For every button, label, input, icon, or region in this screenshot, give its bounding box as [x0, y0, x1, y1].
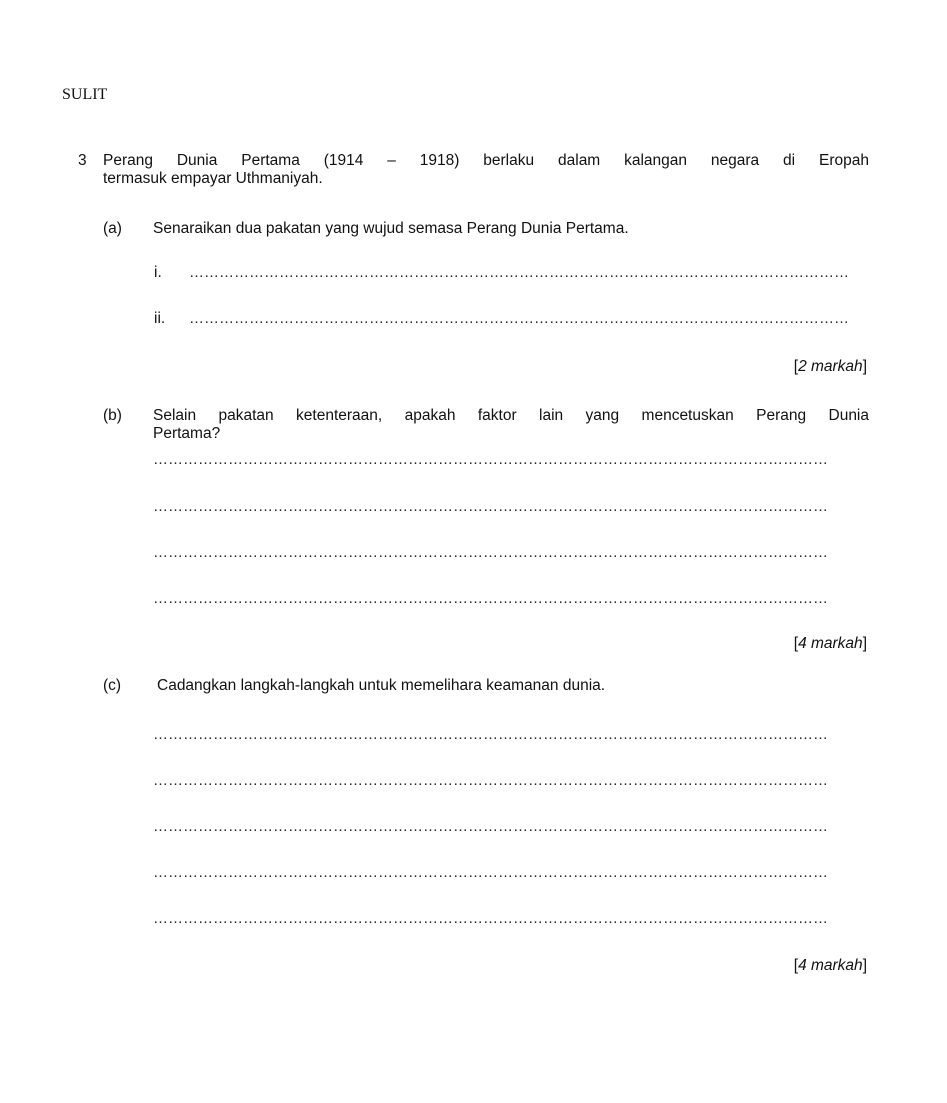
answer-line-c3[interactable]: ………………………………………………………………………………………………………………………	[153, 818, 828, 835]
answer-line-c1[interactable]: ………………………………………………………………………………………………………………………	[153, 726, 828, 743]
part-b-marks: [4 markah]	[793, 635, 867, 652]
header-label: SULIT	[62, 86, 108, 103]
part-b-text-line1: Selain pakatan ketenteraan, apakah faktor lain yang mencetuskan Perang Dunia	[153, 407, 869, 424]
part-b-text-line2: Pertama?	[153, 425, 221, 442]
part-a-marks-value: 2 markah	[798, 358, 863, 375]
part-a-label: (a)	[103, 220, 122, 237]
part-b-marks-value: 4 markah	[798, 635, 863, 652]
part-a-text: Senaraikan dua pakatan yang wujud semasa Perang Dunia Pertama.	[153, 220, 629, 237]
part-a-item-ii-label: ii.	[154, 310, 166, 327]
part-b-label: (b)	[103, 407, 122, 424]
answer-line-b3[interactable]: ………………………………………………………………………………………………………………………	[153, 544, 828, 561]
part-a-marks: [2 markah]	[793, 358, 867, 375]
answer-line-c4[interactable]: ………………………………………………………………………………………………………………………	[153, 864, 828, 881]
part-c-text: Cadangkan langkah-langkah untuk memelihara keamanan dunia.	[157, 677, 606, 694]
answer-line-c2[interactable]: ………………………………………………………………………………………………………………………	[153, 772, 828, 789]
answer-line-a2[interactable]: ……………………………………………………………………………………………………………………	[189, 310, 849, 327]
answer-line-b4[interactable]: ………………………………………………………………………………………………………………………	[153, 590, 828, 607]
question-text-line2: termasuk empayar Uthmaniyah.	[103, 170, 323, 187]
answer-line-b2[interactable]: ………………………………………………………………………………………………………………………	[153, 498, 828, 515]
part-c-marks: [4 markah]	[793, 957, 867, 974]
part-c-label: (c)	[103, 677, 122, 694]
answer-line-c5[interactable]: ………………………………………………………………………………………………………………………	[153, 910, 828, 927]
part-c-marks-value: 4 markah	[798, 957, 863, 974]
answer-line-a1[interactable]: ……………………………………………………………………………………………………………………	[189, 264, 849, 281]
question-number: 3	[78, 152, 87, 169]
part-a-item-i-label: i.	[154, 264, 162, 281]
answer-line-b1[interactable]: ………………………………………………………………………………………………………………………	[153, 451, 828, 468]
question-text-line1: Perang Dunia Pertama (1914 – 1918) berlaku dalam kalangan negara di Eropah	[103, 152, 869, 169]
